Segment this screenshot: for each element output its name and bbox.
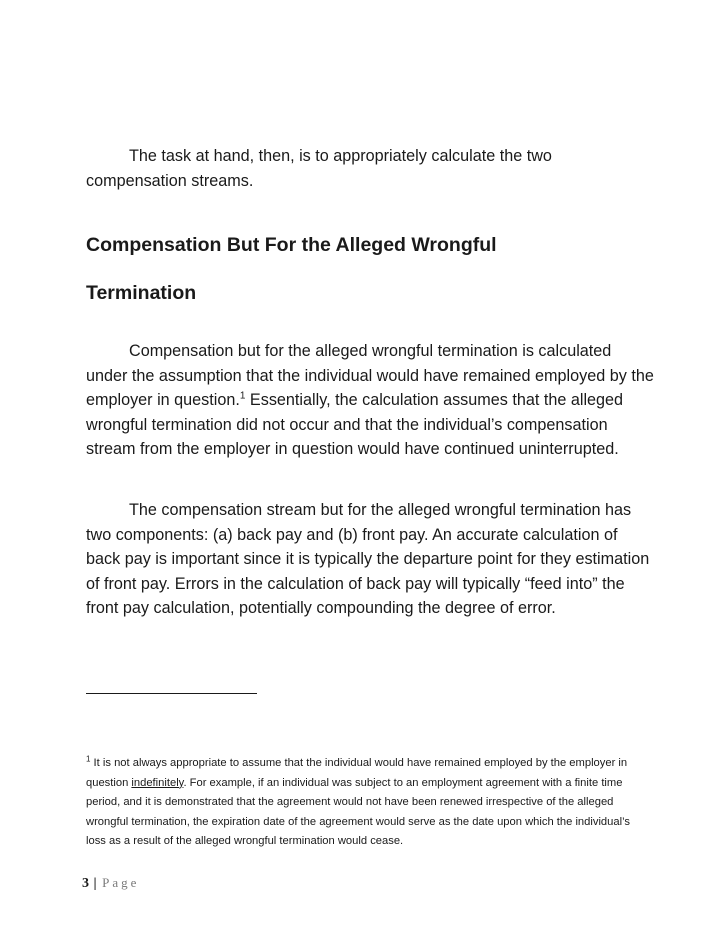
section-heading — [86, 233, 666, 257]
paragraph-components — [86, 498, 656, 621]
section-heading-continued — [86, 281, 666, 305]
footnote-text-a: It is not always appropriate to assume that the individual would have remained employed by the employer in question — [86, 757, 628, 789]
page-footer — [82, 875, 139, 892]
paragraph-components-text: The compensation stream but for the alleged wrongful termination has two components: (a) back pay and (b) front pay. An accurate calculation of back pay is important since it is typically the departure point for they estimation of front pay. Errors in the calculation of back pay will typically “feed into” the front pay calculation, potentially compounding the degree of error. — [86, 501, 650, 618]
footnote-reference[interactable]: 1 — [239, 390, 246, 402]
section-heading-line2: Termination — [86, 282, 197, 304]
page-label: Page — [102, 875, 140, 890]
footer-separator: | — [93, 876, 97, 891]
section-heading-line1: Compensation But For the Alleged Wrongful — [86, 234, 497, 256]
page-number: 3 — [82, 876, 89, 891]
footnote-text-b: . For example, if an individual was subject to an employment agreement with a finite time period, and it is demonstrated that the agreement would not have been renewed irrespective of the alleged wrongful termination, the expiration date of the agreement would serve as the date upon which the individual’s loss as a result of the alleged wrongful termination would cease. — [86, 776, 630, 848]
paragraph-assumption-text-a: Compensation but for the alleged wrongful termination is calculated under the assumption that the individual would have remained employed by the employer in question. — [86, 342, 654, 410]
footnote-marker: 1 — [86, 754, 91, 764]
paragraph-intro-text: The task at hand, then, is to appropriately calculate the two compensation streams. — [86, 147, 552, 190]
footnote-separator — [86, 693, 257, 694]
paragraph-intro — [86, 144, 656, 193]
footnote — [86, 754, 646, 852]
footnote-emphasis: indefinitely — [131, 776, 184, 789]
paragraph-assumption — [86, 339, 656, 462]
paragraph-assumption-text-b: Essentially, the calculation assumes that the alleged wrongful termination did not occur and that the individual’s compensation stream from the employer in question would have continued uninterrupted. — [86, 391, 624, 459]
